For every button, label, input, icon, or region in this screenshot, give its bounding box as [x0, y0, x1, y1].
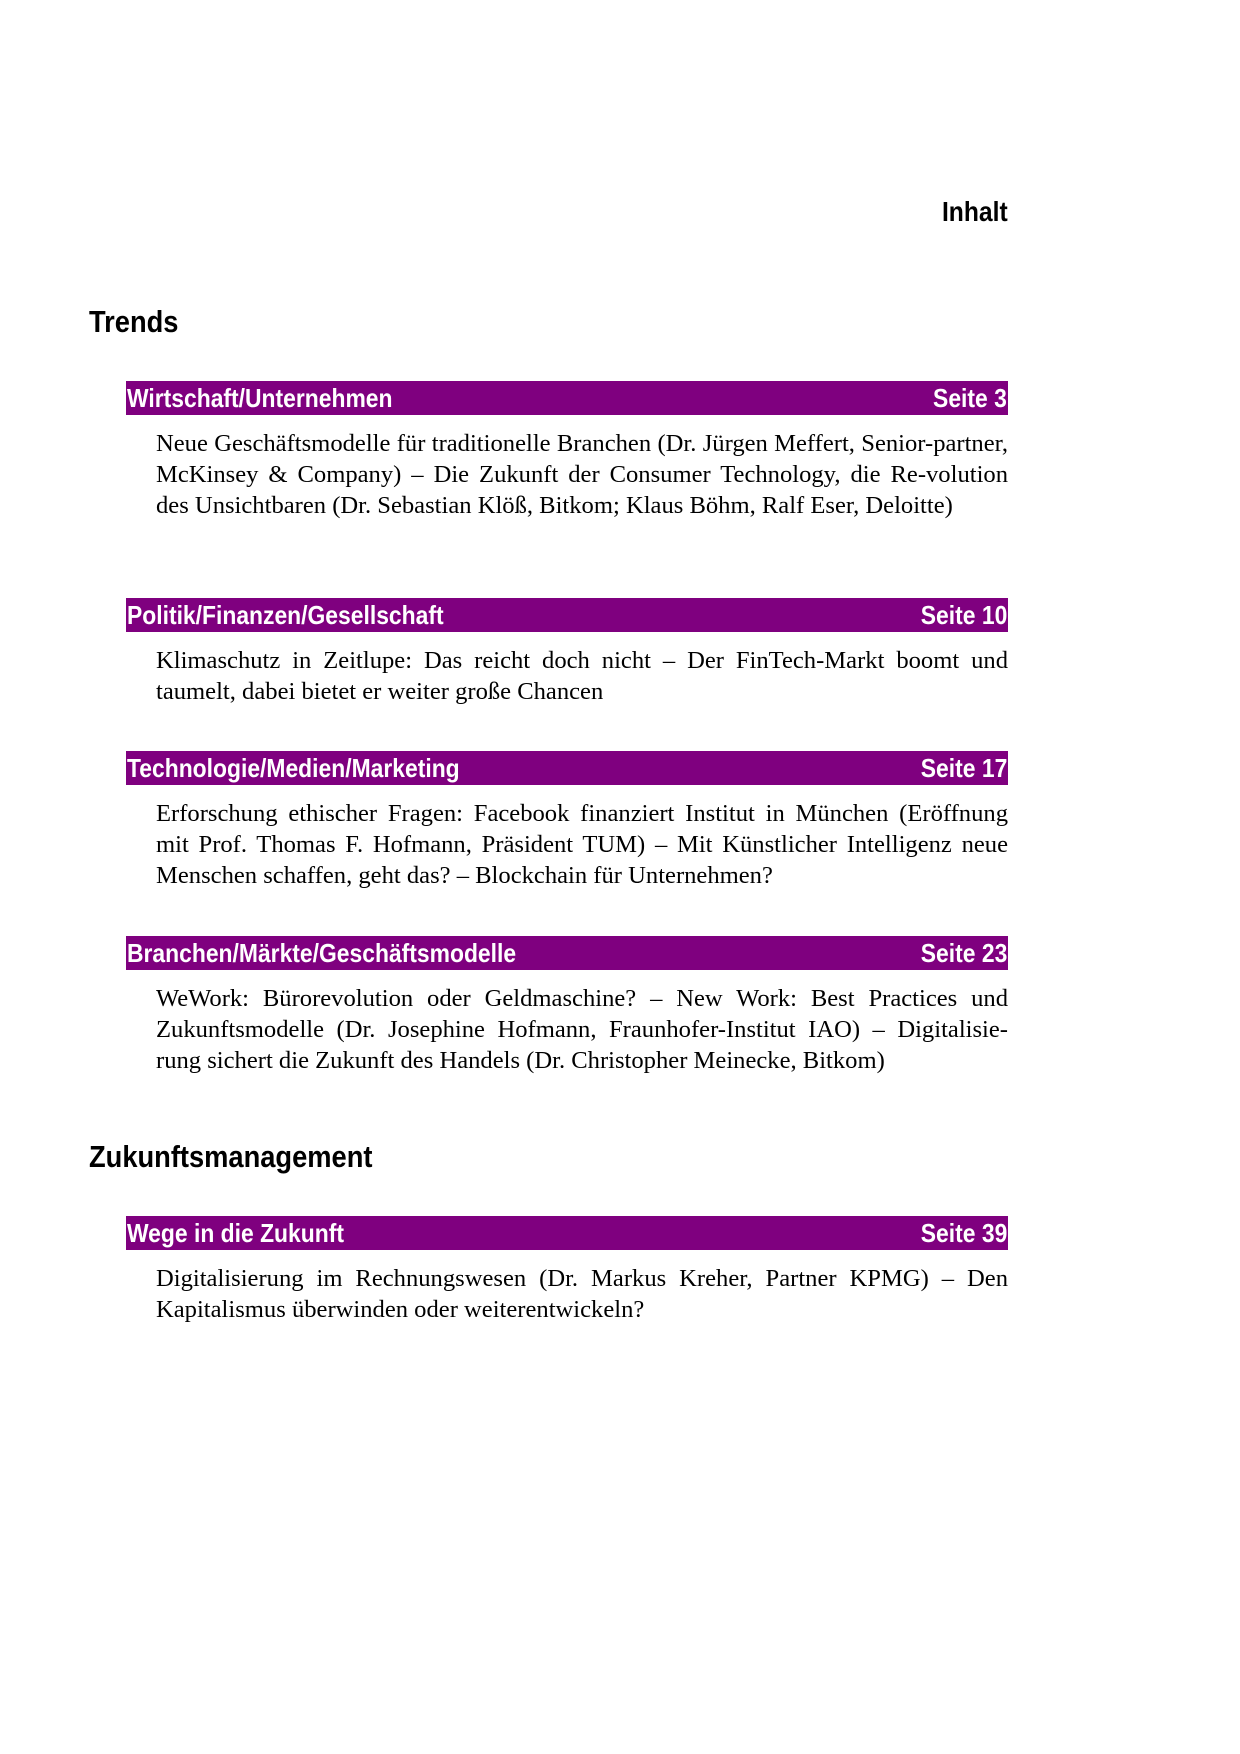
toc-entry-page: Seite 17 [920, 753, 1007, 783]
section-heading-trends: Trends [89, 304, 179, 339]
toc-bar-technologie[interactable] [126, 751, 1008, 785]
section-heading-zukunftsmanagement: Zukunftsmanagement [89, 1139, 373, 1174]
toc-bar-branchen[interactable] [126, 936, 1008, 970]
toc-entry-page: Seite 39 [920, 1218, 1007, 1248]
toc-entry-description: Klimaschutz in Zeitlupe: Das reicht doch nicht – Der FinTech-Markt boomt und taumelt, dabei bietet er weiter große Chancen [156, 647, 1008, 705]
toc-bar-wirtschaft[interactable] [126, 381, 1008, 415]
toc-entry-title: Politik/Finanzen/Gesellschaft [127, 600, 444, 630]
toc-bar-politik[interactable] [126, 598, 1008, 632]
toc-entry-page: Seite 3 [933, 383, 1007, 413]
toc-entry-description: Digitalisierung im Rechnungswesen (Dr. Markus Kreher, Partner KPMG) – Den Kapitalismus überwinden oder weiterentwickeln? [156, 1265, 1008, 1323]
toc-entry-page: Seite 23 [920, 938, 1007, 968]
toc-entry-description: Erforschung ethischer Fragen: Facebook finanziert Institut in München (Eröffnung mit Prof. Thomas F. Hofmann, Präsident TUM) – Mit Künstlicher Intelligenz neue Menschen schaffen, geht das? – Blockchain für Unternehmen? [156, 800, 1008, 889]
toc-entry-title: Wege in die Zukunft [127, 1218, 344, 1248]
toc-entry-title: Wirtschaft/Unternehmen [127, 383, 393, 413]
toc-entry-page: Seite 10 [920, 600, 1007, 630]
toc-entry-title: Technologie/Medien/Marketing [127, 753, 460, 783]
toc-entry-description: Neue Geschäftsmodelle für traditionelle Branchen (Dr. Jürgen Meffert, Senior-partner, McKinsey & Company) – Die Zukunft der Consumer Technology, die Re-volution des Unsichtbaren (Dr. Sebastian Klöß, Bitkom; Klaus Böhm, Ralf Eser, Deloitte) [156, 430, 1008, 519]
toc-entry-description: WeWork: Bürorevolution oder Geldmaschine? – New Work: Best Practices und Zukunftsmodelle (Dr. Josephine Hofmann, Fraunhofer-Institut IAO) – Digitalisie-rung sichert die Zukunft des Handels (Dr. Christopher Meinecke, Bitkom) [156, 985, 1008, 1074]
page-header-title: Inhalt [942, 196, 1008, 227]
toc-entry-title: Branchen/Märkte/Geschäftsmodelle [127, 938, 517, 968]
toc-bar-wege[interactable] [126, 1216, 1008, 1250]
